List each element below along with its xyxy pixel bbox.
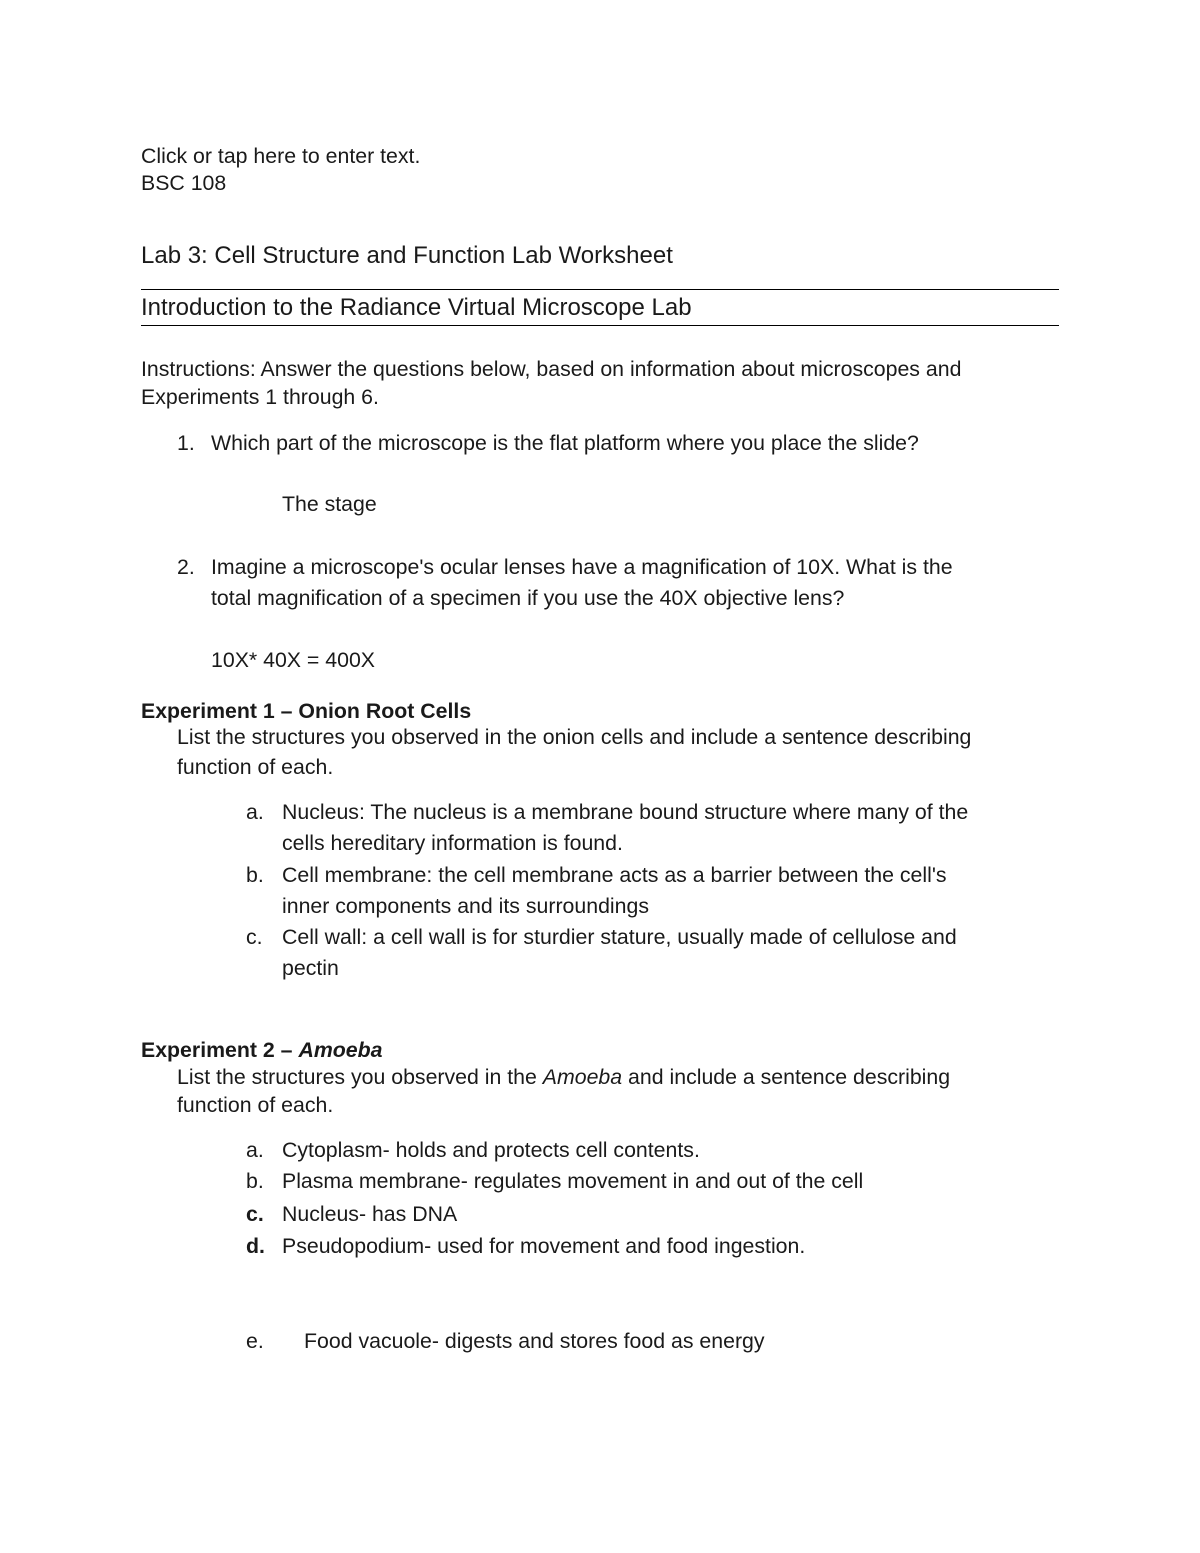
experiment-2-heading	[141, 1036, 382, 1064]
question-1-number: 1.	[177, 431, 195, 455]
list-item-continuation[interactable]: inner components and its surroundings	[282, 894, 649, 918]
experiment-1-prompt-line-2: function of each.	[177, 755, 334, 779]
list-item-marker: b.	[246, 1169, 264, 1193]
prompt-organism: Amoeba	[542, 1065, 623, 1089]
experiment-2-heading-prefix: Experiment 2 –	[141, 1038, 299, 1062]
list-item[interactable]: Cell wall: a cell wall is for sturdier stature, usually made of cellulose and	[282, 925, 957, 949]
experiment-1-heading: Experiment 1 – Onion Root Cells	[141, 699, 472, 723]
section-subtitle: Introduction to the Radiance Virtual Microscope Lab	[141, 294, 692, 321]
experiment-1-prompt-line-1: List the structures you observed in the onion cells and include a sentence describing	[177, 725, 972, 749]
experiment-2-prompt-line-2: function of each.	[177, 1093, 334, 1117]
list-item[interactable]: Nucleus- has DNA	[282, 1202, 458, 1226]
list-item-marker: b.	[246, 863, 264, 887]
prompt-text-before: List the structures you observed in the	[177, 1065, 543, 1089]
question-2-answer[interactable]: 10X* 40X = 400X	[211, 648, 376, 672]
question-1-text: Which part of the microscope is the flat platform where you place the slide?	[211, 431, 919, 455]
list-item[interactable]: Cell membrane: the cell membrane acts as a barrier between the cell's	[282, 863, 947, 887]
list-item-marker: c.	[246, 1202, 264, 1226]
title-rule	[141, 289, 1059, 290]
instructions-line-1: Instructions: Answer the questions below, based on information about microscopes and	[141, 357, 962, 381]
name-placeholder-field[interactable]: Click or tap here to enter text.	[141, 144, 421, 168]
experiment-2-prompt-line-1	[177, 1063, 950, 1091]
course-code: BSC 108	[141, 171, 227, 195]
list-item[interactable]: Cytoplasm- holds and protects cell contents.	[282, 1138, 700, 1162]
list-item[interactable]: Pseudopodium- used for movement and food ingestion.	[282, 1234, 806, 1258]
experiment-2-organism: Amoeba	[298, 1038, 383, 1062]
page-title: Lab 3: Cell Structure and Function Lab Worksheet	[141, 242, 673, 269]
question-1-answer[interactable]: The stage	[282, 492, 377, 516]
list-item-marker: a.	[246, 1138, 264, 1162]
list-item-continuation[interactable]: cells hereditary information is found.	[282, 831, 623, 855]
question-2-number: 2.	[177, 555, 195, 579]
list-item-marker: e.	[246, 1329, 264, 1353]
list-item[interactable]: Plasma membrane- regulates movement in and out of the cell	[282, 1169, 864, 1193]
list-item-marker: d.	[246, 1234, 265, 1258]
subtitle-rule	[141, 325, 1059, 326]
list-item[interactable]: Nucleus: The nucleus is a membrane bound structure where many of the	[282, 800, 969, 824]
list-item-marker: a.	[246, 800, 264, 824]
question-2-text-line-1: Imagine a microscope's ocular lenses have a magnification of 10X. What is the	[211, 555, 953, 579]
prompt-text-after: and include a sentence describing	[622, 1065, 951, 1089]
list-item-continuation[interactable]: pectin	[282, 956, 339, 980]
list-item-marker: c.	[246, 925, 263, 949]
list-item[interactable]: Food vacuole- digests and stores food as energy	[304, 1329, 765, 1353]
question-2-text-line-2: total magnification of a specimen if you use the 40X objective lens?	[211, 586, 845, 610]
instructions-line-2: Experiments 1 through 6.	[141, 385, 379, 409]
